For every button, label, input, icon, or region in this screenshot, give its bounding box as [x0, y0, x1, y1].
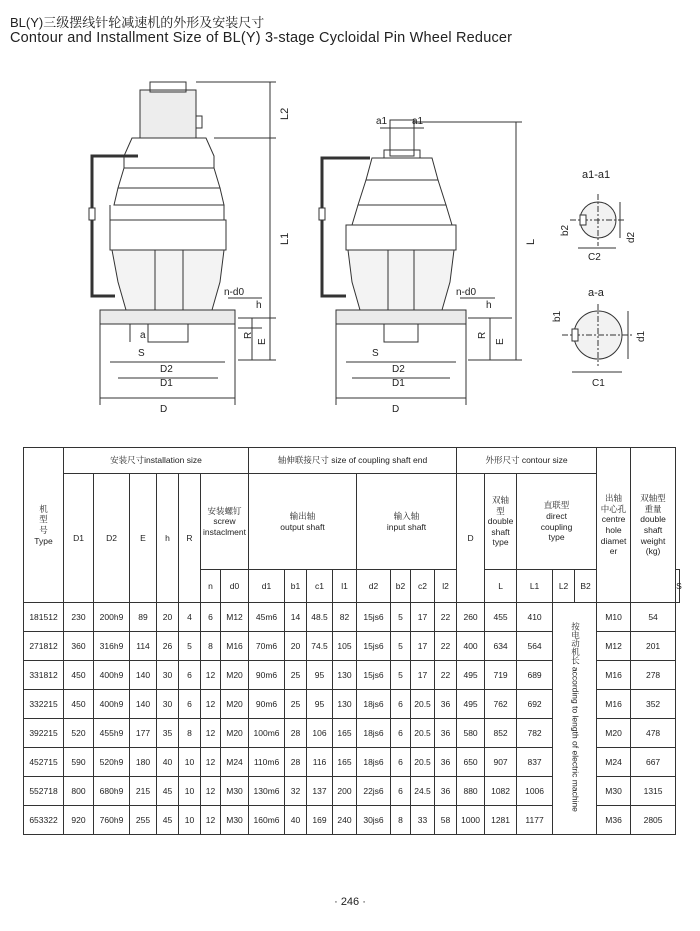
table-cell: 352	[631, 690, 676, 719]
table-cell: 17	[411, 632, 435, 661]
table-cell: 17	[411, 603, 435, 632]
table-cell: 45m6	[249, 603, 285, 632]
table-cell: 116	[307, 748, 333, 777]
table-cell: 400	[457, 632, 485, 661]
col-c1: c1	[307, 570, 333, 603]
table-cell: 14	[285, 603, 307, 632]
table-cell: 478	[631, 719, 676, 748]
reducer-drawing	[0, 60, 700, 430]
table-cell: 30	[157, 661, 179, 690]
table-cell: 5	[391, 632, 411, 661]
table-cell: M16	[221, 632, 249, 661]
table-cell: 180	[130, 748, 157, 777]
motor-length-note-text: 按电动机长 according to length of electric machine	[570, 622, 581, 813]
table-cell: 331812	[24, 661, 64, 690]
table-cell: 5	[391, 661, 411, 690]
table-cell: 26	[157, 632, 179, 661]
table-cell: M24	[597, 748, 631, 777]
table-cell: 332215	[24, 690, 64, 719]
table-cell: 4	[179, 603, 201, 632]
table-cell: 200	[333, 777, 357, 806]
table-cell: M10	[597, 603, 631, 632]
table-cell: 28	[285, 748, 307, 777]
table-cell: 90m6	[249, 661, 285, 690]
table-cell: 20.5	[411, 690, 435, 719]
dim-s-left: S	[138, 348, 145, 359]
dim-r-left: R	[243, 331, 254, 339]
table-cell: 45	[157, 806, 179, 835]
table-cell: 760h9	[94, 806, 130, 835]
table-cell: 100m6	[249, 719, 285, 748]
table-cell: 455h9	[94, 719, 130, 748]
dim-r-mid: R	[477, 331, 488, 339]
table-cell: 24.5	[411, 777, 435, 806]
table-cell: 667	[631, 748, 676, 777]
table-cell: 18js6	[357, 748, 391, 777]
table-cell: 12	[201, 748, 221, 777]
motor-length-note	[553, 603, 597, 835]
table-cell: 181512	[24, 603, 64, 632]
col-l1: l1	[333, 570, 357, 603]
col-d0: d0	[221, 570, 249, 603]
table-cell: 552718	[24, 777, 64, 806]
group-double-shaft: 双轴 型 double shaft type	[485, 474, 517, 570]
dim-l2: L2	[279, 107, 291, 120]
motor-body	[140, 90, 196, 138]
table-cell: 692	[517, 690, 553, 719]
table-cell: 22	[435, 632, 457, 661]
table-cell: M20	[221, 719, 249, 748]
dim-s-mid: S	[372, 348, 379, 359]
table-cell: 40	[157, 748, 179, 777]
table-cell: 1006	[517, 777, 553, 806]
table-cell: 15js6	[357, 661, 391, 690]
table-cell: 89	[130, 603, 157, 632]
table-cell: 450	[64, 690, 94, 719]
table-cell: 495	[457, 690, 485, 719]
dim-d1-left: D1	[160, 378, 173, 389]
table-cell: 392215	[24, 719, 64, 748]
table-cell: 400h9	[94, 690, 130, 719]
group-screw: 安装螺钉 screw instaclment	[201, 474, 249, 570]
reducer-housing-left	[110, 220, 226, 250]
dim-d-left: D	[160, 404, 168, 415]
section-a-b1: b1	[552, 310, 563, 322]
table-cell: 165	[333, 719, 357, 748]
table-cell: 6	[201, 603, 221, 632]
group-contour: 外形尺寸 contour size	[457, 448, 597, 474]
table-cell: 520	[64, 719, 94, 748]
section-a-c1: C1	[592, 378, 605, 389]
table-cell: 2805	[631, 806, 676, 835]
table-cell: 5	[391, 603, 411, 632]
table-cell: M20	[221, 690, 249, 719]
col-l2: l2	[435, 570, 457, 603]
table-cell: 230	[64, 603, 94, 632]
col-h: h	[157, 474, 179, 603]
col-e: E	[130, 474, 157, 603]
section-a1-title: a1-a1	[582, 169, 611, 181]
table-cell: 1000	[457, 806, 485, 835]
dim-d2-left: D2	[160, 364, 173, 375]
col-b1: b1	[285, 570, 307, 603]
dim-h-left: h	[256, 300, 262, 311]
table-cell: 400h9	[94, 661, 130, 690]
table-cell: 495	[457, 661, 485, 690]
table-cell: 25	[285, 661, 307, 690]
table-cell: 177	[130, 719, 157, 748]
table-cell: 200h9	[94, 603, 130, 632]
table-cell: M16	[597, 661, 631, 690]
table-cell: 137	[307, 777, 333, 806]
table-cell: 130	[333, 690, 357, 719]
table-cell: 54	[631, 603, 676, 632]
table-cell: 95	[307, 661, 333, 690]
table-cell: 316h9	[94, 632, 130, 661]
table-cell: 6	[391, 690, 411, 719]
table-cell: 634	[485, 632, 517, 661]
section-a-title: a-a	[588, 287, 604, 299]
table-cell: 520h9	[94, 748, 130, 777]
table-cell: 455	[485, 603, 517, 632]
table-cell: 20.5	[411, 748, 435, 777]
col-shaft-d1: d1	[249, 570, 285, 603]
table-cell: 450	[64, 661, 94, 690]
table-cell: 590	[64, 748, 94, 777]
reducer-upper-left	[124, 138, 214, 168]
table-cell: 260	[457, 603, 485, 632]
table-cell: 58	[435, 806, 457, 835]
table-cell: 782	[517, 719, 553, 748]
spec-table-body	[24, 603, 680, 835]
table-cell: 90m6	[249, 690, 285, 719]
table-cell: 105	[333, 632, 357, 661]
table-cell: 12	[201, 661, 221, 690]
col-s: S	[676, 570, 680, 603]
section-a1-c2: C2	[588, 252, 601, 263]
dim-a1-mid-left: a1	[376, 116, 388, 127]
table-cell: 8	[391, 806, 411, 835]
table-cell: 452715	[24, 748, 64, 777]
table-cell: 880	[457, 777, 485, 806]
table-cell: 6	[391, 748, 411, 777]
table-cell: M24	[221, 748, 249, 777]
table-cell: 95	[307, 690, 333, 719]
table-cell: 680h9	[94, 777, 130, 806]
table-cell: 12	[201, 806, 221, 835]
col-weight: 双轴型 重量 double shaft weight (kg)	[631, 448, 676, 603]
table-cell: 1177	[517, 806, 553, 835]
table-cell: 653322	[24, 806, 64, 835]
table-cell: 215	[130, 777, 157, 806]
dim-a1-mid-right: a1	[412, 116, 424, 127]
table-cell: M30	[597, 777, 631, 806]
dim-e-mid: E	[495, 338, 506, 345]
col-d2: D2	[94, 474, 130, 603]
table-cell: 169	[307, 806, 333, 835]
col-len-l2: L2	[553, 570, 575, 603]
table-cell: 12	[201, 690, 221, 719]
group-coupling: 轴伸联接尺寸 size of coupling shaft end	[249, 448, 457, 474]
table-cell: 5	[179, 632, 201, 661]
table-cell: 15js6	[357, 603, 391, 632]
table-cell: M20	[597, 719, 631, 748]
table-cell: 800	[64, 777, 94, 806]
table-cell: 45	[157, 777, 179, 806]
table-cell: 36	[435, 748, 457, 777]
base-flange-mid	[336, 310, 466, 324]
table-cell: M30	[221, 777, 249, 806]
table-cell: 240	[333, 806, 357, 835]
table-cell: 6	[179, 661, 201, 690]
table-cell: 15js6	[357, 632, 391, 661]
table-cell: 8	[179, 719, 201, 748]
table-cell: 20	[157, 603, 179, 632]
group-direct-coupling: 直联型 direct coupling type	[517, 474, 597, 570]
section-a-d1: d1	[636, 330, 647, 342]
table-cell: 20	[285, 632, 307, 661]
table-cell: 106	[307, 719, 333, 748]
dim-d-mid: D	[392, 404, 400, 415]
table-cell: M16	[597, 690, 631, 719]
table-cell: M20	[221, 661, 249, 690]
table-cell: 22	[435, 661, 457, 690]
dim-d2-mid: D2	[392, 364, 405, 375]
table-cell: 580	[457, 719, 485, 748]
table-cell: 30	[157, 690, 179, 719]
table-cell: 762	[485, 690, 517, 719]
col-b2: b2	[391, 570, 411, 603]
table-cell: 6	[179, 690, 201, 719]
dim-d1-mid: D1	[392, 378, 405, 389]
table-row	[24, 603, 680, 632]
table-cell: 114	[130, 632, 157, 661]
table-cell: 10	[179, 777, 201, 806]
table-cell: 271812	[24, 632, 64, 661]
table-cell: 70m6	[249, 632, 285, 661]
page-number: · 246 ·	[334, 896, 366, 908]
table-cell: M36	[597, 806, 631, 835]
dim-nd0-left: n-d0	[224, 287, 245, 298]
col-len-b2: B2	[575, 570, 597, 603]
table-cell: M30	[221, 806, 249, 835]
dim-l: L	[525, 238, 537, 245]
spec-table	[23, 447, 680, 835]
table-cell: 10	[179, 748, 201, 777]
section-a1-d2: d2	[626, 231, 637, 243]
table-cell: 36	[435, 719, 457, 748]
col-c2: c2	[411, 570, 435, 603]
table-cell: 689	[517, 661, 553, 690]
reducer-housing-mid	[346, 225, 456, 250]
table-cell: 6	[391, 777, 411, 806]
col-centre-hole: 出轴 中心孔 centre hole diamet er	[597, 448, 631, 603]
table-cell: 22	[435, 603, 457, 632]
table-cell: 837	[517, 748, 553, 777]
col-d: D	[457, 474, 485, 603]
table-cell: 160m6	[249, 806, 285, 835]
page-title-cn: BL(Y)三级摆线针轮减速机的外形及安装尺寸	[10, 15, 265, 30]
base-flange-left	[100, 310, 235, 324]
table-cell: 25	[285, 690, 307, 719]
table-cell: 35	[157, 719, 179, 748]
table-cell: 1082	[485, 777, 517, 806]
table-cell: 8	[201, 632, 221, 661]
table-cell: 165	[333, 748, 357, 777]
table-cell: 36	[435, 690, 457, 719]
col-shaft-d2: d2	[357, 570, 391, 603]
dim-h-mid: h	[486, 300, 492, 311]
group-installation: 安装尺寸installation size	[64, 448, 249, 474]
table-cell: 18js6	[357, 690, 391, 719]
group-output-shaft: 输出轴 output shaft	[249, 474, 357, 570]
table-cell: 920	[64, 806, 94, 835]
table-cell: 278	[631, 661, 676, 690]
col-n: n	[201, 570, 221, 603]
dim-e-left: E	[257, 338, 268, 345]
table-cell: M12	[221, 603, 249, 632]
shaft-top	[390, 120, 414, 156]
table-cell: 130m6	[249, 777, 285, 806]
table-cell: 140	[130, 690, 157, 719]
table-cell: 10	[179, 806, 201, 835]
table-cell: 130	[333, 661, 357, 690]
table-cell: 1315	[631, 777, 676, 806]
table-cell: 255	[130, 806, 157, 835]
table-cell: 28	[285, 719, 307, 748]
group-input-shaft: 输入轴 input shaft	[357, 474, 457, 570]
table-cell: 12	[201, 777, 221, 806]
table-cell: 201	[631, 632, 676, 661]
table-cell: 18js6	[357, 719, 391, 748]
table-cell: 12	[201, 719, 221, 748]
table-cell: 33	[411, 806, 435, 835]
table-cell: 564	[517, 632, 553, 661]
table-cell: 32	[285, 777, 307, 806]
col-r: R	[179, 474, 201, 603]
table-cell: 907	[485, 748, 517, 777]
col-type: 机 型 号 Type	[24, 448, 64, 603]
table-cell: 22js6	[357, 777, 391, 806]
table-cell: 20.5	[411, 719, 435, 748]
table-cell: 48.5	[307, 603, 333, 632]
table-cell: 6	[391, 719, 411, 748]
col-len-l: L	[485, 570, 517, 603]
page-title-en: Contour and Installment Size of BL(Y) 3-stage Cycloidal Pin Wheel Reducer	[10, 30, 513, 46]
table-cell: 36	[435, 777, 457, 806]
table-cell: 852	[485, 719, 517, 748]
table-cell: 140	[130, 661, 157, 690]
dim-a-left: a	[140, 330, 146, 341]
table-cell: 74.5	[307, 632, 333, 661]
dim-l1: L1	[279, 232, 291, 245]
table-cell: 410	[517, 603, 553, 632]
table-cell: 40	[285, 806, 307, 835]
col-len-l1: L1	[517, 570, 553, 603]
table-cell: M12	[597, 632, 631, 661]
table-cell: 360	[64, 632, 94, 661]
col-d1: D1	[64, 474, 94, 603]
table-cell: 719	[485, 661, 517, 690]
table-cell: 30js6	[357, 806, 391, 835]
table-cell: 82	[333, 603, 357, 632]
section-a1-b2: b2	[560, 224, 571, 236]
table-cell: 650	[457, 748, 485, 777]
table-cell: 1281	[485, 806, 517, 835]
dim-nd0-mid: n-d0	[456, 287, 477, 298]
table-cell: 17	[411, 661, 435, 690]
table-cell: 110m6	[249, 748, 285, 777]
